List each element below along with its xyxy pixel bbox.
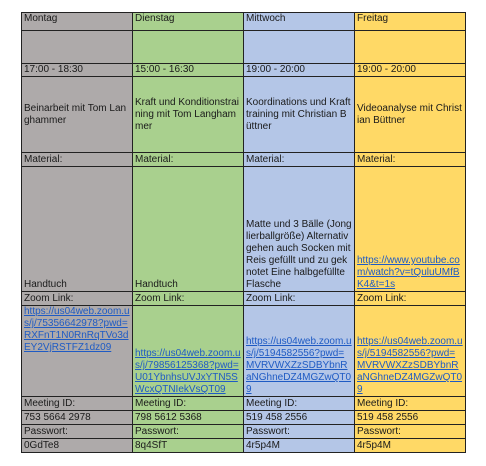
password-row	[22, 439, 466, 453]
zoom-label: Zoom Link:	[244, 292, 355, 306]
zoom-label-row	[22, 292, 466, 306]
time-cell: 19:00 - 20:00	[244, 64, 355, 77]
password: 4r5p4M	[355, 439, 466, 453]
training-cell: Koordinations und Krafttraining mit Christian Büttner	[244, 77, 355, 153]
material-label: Material:	[22, 153, 133, 167]
time-cell: 15:00 - 16:30	[133, 64, 244, 77]
training-cell: Beinarbeit mit Tom Langhammer	[22, 77, 133, 153]
meeting-id-label: Meeting ID:	[355, 397, 466, 411]
zoom-link-cell	[244, 306, 355, 397]
meeting-id: 753 5664 2978	[22, 411, 133, 425]
zoom-label: Zoom Link:	[22, 292, 133, 306]
time-row	[22, 64, 466, 77]
material-cell: Matte und 3 Bälle (Jonglierballgröße) Alternativ gehen auch Socken mit Reis gefüllt und zu geknotet Eine halbgefüllte Flasche	[244, 167, 355, 292]
material-label: Material:	[355, 153, 466, 167]
password: 4r5p4M	[244, 439, 355, 453]
zoom-link-cell	[355, 306, 466, 397]
video-link[interactable]: https://www.youtube.com/watch?v=tQuluUMfBK4&t=1s	[357, 255, 460, 290]
meeting-id: 798 5612 5368	[133, 411, 244, 425]
material-cell	[355, 167, 466, 292]
material-cell: Handtuch	[22, 167, 133, 292]
meeting-id-label: Meeting ID:	[22, 397, 133, 411]
password-label: Passwort:	[244, 425, 355, 439]
zoom-link[interactable]: https://us04web.zoom.us/j/75356642978?pwd=RXFnT1N0RnRqTVo3dEY2VjRSTFZ1dz09	[24, 306, 130, 353]
material-label: Material:	[133, 153, 244, 167]
zoom-link[interactable]: https://us04web.zoom.us/j/5194582556?pwd=MVRVWXZzSDBYbnRaNGhneDZ4MGZwQT09	[357, 336, 463, 395]
zoom-link-row	[22, 306, 466, 397]
meeting-id-row	[22, 411, 466, 425]
zoom-link[interactable]: https://us04web.zoom.us/j/79856125368?pwd=U01YbnhsUVJxYTN5SWcxQTNIekVsQT09	[135, 348, 241, 395]
material-label-row	[22, 153, 466, 167]
zoom-label: Zoom Link:	[355, 292, 466, 306]
spacer-row	[22, 31, 466, 64]
material-row	[22, 167, 466, 292]
empty-cell	[244, 31, 355, 64]
empty-cell	[133, 31, 244, 64]
empty-cell	[22, 31, 133, 64]
day-header-row	[22, 13, 466, 31]
meeting-id: 519 458 2556	[244, 411, 355, 425]
password-label-row	[22, 425, 466, 439]
meeting-id-label: Meeting ID:	[133, 397, 244, 411]
zoom-link[interactable]: https://us04web.zoom.us/j/5194582556?pwd=MVRVWXZzSDBYbnRaNGhneDZ4MGZwQT09	[246, 336, 352, 395]
meeting-id: 519 458 2556	[355, 411, 466, 425]
zoom-link-cell	[133, 306, 244, 397]
password: 8q4SfT	[133, 439, 244, 453]
day-header: Mittwoch	[244, 13, 355, 31]
day-header: Freitag	[355, 13, 466, 31]
schedule-table	[21, 12, 466, 453]
meeting-label-row	[22, 397, 466, 411]
day-header: Montag	[22, 13, 133, 31]
material-cell: Handtuch	[133, 167, 244, 292]
training-row	[22, 77, 466, 153]
training-cell: Kraft und Konditionstraining mit Tom Langhammer	[133, 77, 244, 153]
zoom-label: Zoom Link:	[133, 292, 244, 306]
meeting-id-label: Meeting ID:	[244, 397, 355, 411]
password-label: Passwort:	[133, 425, 244, 439]
material-label: Material:	[244, 153, 355, 167]
training-cell: Videoanalyse mit Christian Büttner	[355, 77, 466, 153]
password-label: Passwort:	[355, 425, 466, 439]
time-cell: 19:00 - 20:00	[355, 64, 466, 77]
zoom-link-cell	[22, 306, 133, 397]
day-header: Dienstag	[133, 13, 244, 31]
password-label: Passwort:	[22, 425, 133, 439]
empty-cell	[355, 31, 466, 64]
time-cell: 17:00 - 18:30	[22, 64, 133, 77]
password: 0GdTe8	[22, 439, 133, 453]
